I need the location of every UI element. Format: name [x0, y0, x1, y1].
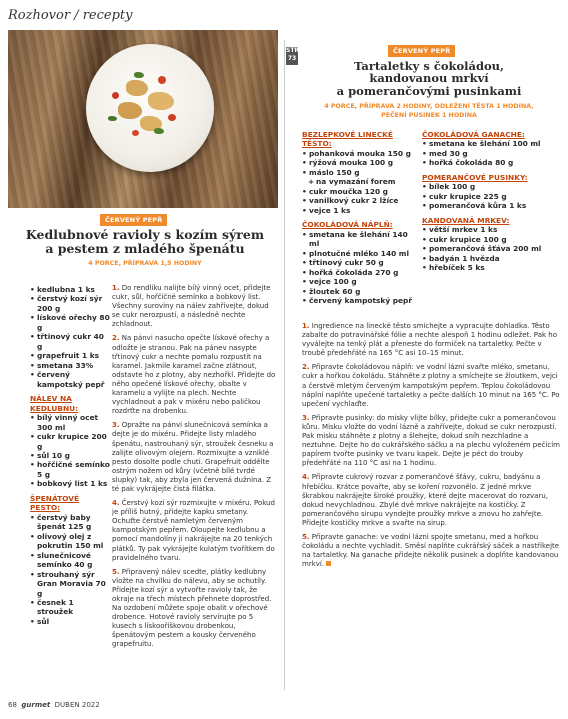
ingredient-item: + na vymazání forem	[302, 177, 412, 186]
method-step	[112, 421, 278, 494]
ingredient-item: • větší mrkev 1 ks	[422, 225, 562, 234]
ingredient-item: • červený kampotský pepř	[302, 296, 412, 305]
ingredient-group-heading: BEZLEPKOVÉ LINECKÉ TĚSTO:	[302, 130, 393, 149]
ingredient-item: • třtinový cukr 50 g	[302, 258, 412, 267]
step-text: Připravte čokoládovou náplň: ve vodní lázni svařte mléko, smetanu, cukr a hořkou čokoládu. Stáhněte z plotny a smíchejte se žloutkem, vejci a čerstvě mletým červeným kampotským pepřem. Teplou čokoládovou náplní naplňte upečené tartaletky a pečte dalších 10 minut na 165 °C. Po upečení vychlaďte.	[302, 363, 560, 408]
ingredient-item: • med 30 g	[422, 149, 562, 158]
ingredient-item: • vejce 1 ks	[302, 206, 412, 215]
ingredient-item: • vanilkový cukr 2 lžíce	[302, 196, 412, 205]
step-number: 2.	[112, 334, 120, 343]
method-step	[112, 499, 278, 563]
ingredient-item: • pomerančová kůra 1 ks	[422, 201, 562, 210]
step-text: Čerstvý kozí sýr rozmixujte v mixéru. Pokud je příliš hutný, přidejte kapku smetany. Ochuťte čerstvě namletým červeným kampotským pepřem. Oloupejte kedlubnu a pomocí mandolíny ji nakrájejte na 20 tenkých plátků. Ty pak vykrájejte kulatým tvořítkem do pravidelného tvaru.	[112, 499, 275, 562]
step-text: Do rendlíku nalijte bílý vinný ocet, přidejte cukr, sůl, hořčičné semínko a bobkový list. Všechny suroviny na nálev zahřívejte, dokud se cukr nerozpustí, a následně nechte zchladnout.	[112, 284, 271, 329]
plate	[86, 44, 214, 172]
ingredient-item: • sůl	[30, 617, 110, 626]
ingredient-item: • česnek 1 stroužek	[30, 598, 110, 617]
end-mark-icon	[326, 561, 331, 566]
step-number: 4.	[302, 473, 310, 482]
ingredient-item: • čerstvý kozí sýr 200 g	[30, 294, 110, 313]
step-number: 5.	[302, 532, 310, 541]
step-text: Ingredience na linecké těsto smíchejte a vypracujte dohladka. Těsto zabalte do potravinářské fólie a nechte alespoň 1 hodinu odležet. Pak ho vyválejte na tenký plát a přeneste do formiček na tartaletky. Pečte v troubě předehřáté na 165 °C asi 10–15 minut.	[302, 322, 557, 358]
right-recipe-meta: 4 PORCE, PŘÍPRAVA 2 HODINY, ODLEŽENÍ TĚSTA 1 HODINA, PEČENÍ PUSINEK 1 HODINA	[324, 103, 534, 120]
method-step	[302, 473, 560, 528]
ingredient-item: • olivový olej z pokrutin 150 ml	[30, 532, 110, 551]
step-number: 3.	[112, 421, 120, 430]
left-recipe-meta: 4 PORCE, PŘÍPRAVA 1,5 HODINY	[88, 260, 202, 267]
step-text: Na pánvi nasucho opečte lískové ořechy a odložte je stranou. Pak na pánev nasypte třtinový cukr a nechte pomalu rozpustit na karamel. Jakmile karamel začne zlátnout, odstavte ho z plotny, aby nezhořkl. Přidejte do něho opečené lískové ořechy, obalte v karamelu a vylijte na plech. Nechte vychladnout a pak v mixéru nebo paličkou rozdrťte na drobenku.	[112, 334, 276, 416]
ingredient-item: • hřebíček 5 ks	[422, 263, 562, 272]
ingredient-item: • pomerančová šťáva 200 ml	[422, 244, 562, 253]
right-method	[302, 322, 560, 574]
ingredient-group-heading: NÁLEV NA KEDLUBNU:	[30, 394, 79, 413]
method-step	[112, 568, 278, 650]
ingredient-item: • lískové ořechy 80 g	[30, 313, 110, 332]
dish-photo	[8, 30, 278, 208]
method-step	[302, 533, 560, 569]
ingredient-group-heading: ČOKOLÁDOVÁ NÁPLŇ:	[302, 220, 393, 230]
ingredient-item: • cukr krupice 200 g	[30, 432, 110, 451]
ingredient-item: • hořká čokoláda 80 g	[422, 158, 562, 167]
step-number: 1.	[302, 322, 310, 330]
ingredient-item: • červený kampotský pepř	[30, 370, 110, 389]
method-step	[112, 334, 278, 416]
ingredient-item: • bílek 100 g	[422, 182, 562, 191]
ingredient-item: • cukr krupice 100 g	[422, 235, 562, 244]
method-step	[302, 322, 560, 358]
ingredient-item: • bílý vinný ocet 300 ml	[30, 413, 110, 432]
column-divider	[284, 40, 285, 690]
ingredient-item: • pohanková mouka 150 g	[302, 149, 412, 158]
ingredient-item: • smetana ke šlehání 100 ml	[422, 139, 562, 148]
left-ingredients	[30, 285, 110, 626]
ingredient-item: • smetana ke šlehání 140 ml	[302, 230, 412, 249]
ingredient-item: • rýžová mouka 100 g	[302, 158, 412, 167]
ingredient-group-heading: ČOKOLÁDOVÁ GANACHE:	[422, 130, 525, 139]
ingredient-item: • bobkový list 1 ks	[30, 479, 110, 488]
ingredient-item: • žloutek 60 g	[302, 287, 412, 296]
method-step	[302, 414, 560, 469]
ingredient-item: • cukr moučka 120 g	[302, 187, 412, 196]
ingredient-item: • třtinový cukr 40 g	[30, 332, 110, 351]
right-ingredients-col2	[422, 130, 562, 273]
left-recipe-title: Kedlubnové ravioly s kozím sýrem a pestem z mladého špenátu	[25, 227, 265, 256]
ingredient-item: • cukr krupice 225 g	[422, 192, 562, 201]
ingredient-item: • máslo 150 g	[302, 168, 412, 177]
ingredient-group-heading: KANDOVANÁ MRKEV:	[422, 215, 510, 225]
ingredient-item: • čerstvý baby špenát 125 g	[30, 513, 110, 532]
step-number: 2.	[302, 363, 310, 372]
right-category-badge: ČERVENÝ PEPŘ	[388, 45, 455, 57]
left-category-badge: ČERVENÝ PEPŘ	[100, 214, 167, 226]
right-ingredients-col1	[302, 130, 412, 305]
ingredient-item: • strouhaný sýr Gran Moravia 70 g	[30, 570, 110, 598]
ingredient-item: • plnotučné mléko 140 ml	[302, 249, 412, 258]
step-text: Připravte cukrový rozvar z pomerančové šťávy, cukru, badyánu a hřebíčku. Krátce povařte, aby se koření rozvonělo. Z jedné mrkve škrabkou nakrájejte široké proužky, které dejte macerovat do rozvaru, dokud nevychladnou. Zbylé dvě mrkve nakrájejte na kostičky. Z pomerančového sirupu vyndejte proužky mrkve a znovu ho zahřejte. Přidejte kostičky mrkve a svařte na sirup.	[302, 473, 548, 527]
ingredient-item: • hořčičné semínko 5 g	[30, 460, 110, 479]
ingredient-item: • smetana 33%	[30, 361, 110, 370]
ingredient-item: • badyán 1 hvězda	[422, 254, 562, 263]
step-text: Připravte ganache: ve vodní lázni spojte smetanu, med a hořkou čokoládu a nechte vychladit. Směsí naplňte cukrářský sáček a nastříkejte na tartaletky. Na ganache přidejte několik pusinek a doplňte kandovanou mrkví.	[302, 532, 560, 569]
step-number: 1.	[112, 284, 120, 292]
right-recipe-title: Tartaletky s čokoládou, kandovanou mrkví a pomerančovými pusinkami	[336, 59, 522, 98]
step-text: Opražte na pánvi slunečnicová semínka a dejte je do mixéru. Přidejte listy mladého špenátu, nastrouhaný sýr, stroužek česneku a zalijte olivovým olejem. Rozmixujte a vzniklé pesto dosolte podle chuti. Grapefruit oddělte ostrým nožem od kůry (včetně bílé tvrdé slupky) tak, aby zbyla jen červená dužnina. Z té pak vykrájejte čistá filátka.	[112, 421, 274, 493]
step-text: Připravte pusinky: do misky vlijte bílky, přidejte cukr a pomerančovou kůru. Misku vložte do vodní lázně a zahřívejte, dokud se cukr nerozpustí. Pak misku stáhněte z plotny a šlehejte, dokud sníh nezchladne a neztuhne. Dejte ho do cukrářského sáčku a na plechu vyloženém pečicím papírem tvořte pusinky ve tvaru kapek. Dejte je péct do trouby předehřáté na 110 °C asi na 1 hodinu.	[302, 413, 560, 468]
method-step	[302, 363, 560, 408]
step-number: 3.	[302, 413, 310, 422]
ingredient-item: • slunečnicové semínko 40 g	[30, 551, 110, 570]
ingredient-group-heading: ŠPENÁTOVÉ PESTO:	[30, 493, 80, 513]
ingredient-item: • hořká čokoláda 270 g	[302, 268, 412, 277]
ingredient-group-heading: POMERANČOVÉ PUSINKY:	[422, 172, 528, 182]
ingredient-item: • grapefruit 1 ks	[30, 351, 110, 360]
ingredient-item: • kedlubna 1 ks	[30, 285, 110, 294]
left-method	[112, 284, 278, 655]
method-step	[112, 284, 278, 329]
step-number: 4.	[112, 499, 120, 508]
step-text: Připravený nálev scedte, plátky kedlubny vložte na chvilku do nálevu, aby se ochutily. Přidejte kozí sýr a vytvořte ravioly tak, že okraje na třech místech přehnete doprostřed. Na ozdobení můžete spoje obalit v ořechové drobence. Hotové ravioly servírujte po 5 kusech s lískooříškovou drobenkou, špenátovým pestem a kousky červeného grapefruitu.	[112, 567, 272, 649]
page-footer: 68 gurmet DUBEN 2022	[8, 701, 100, 709]
page-number-badge: STR 73	[286, 47, 298, 65]
ingredient-item: • sůl 10 g	[30, 451, 110, 460]
section-heading: Rozhovor / recepty	[8, 8, 133, 23]
ingredient-item: • vejce 100 g	[302, 277, 412, 286]
step-number: 5.	[112, 567, 120, 576]
